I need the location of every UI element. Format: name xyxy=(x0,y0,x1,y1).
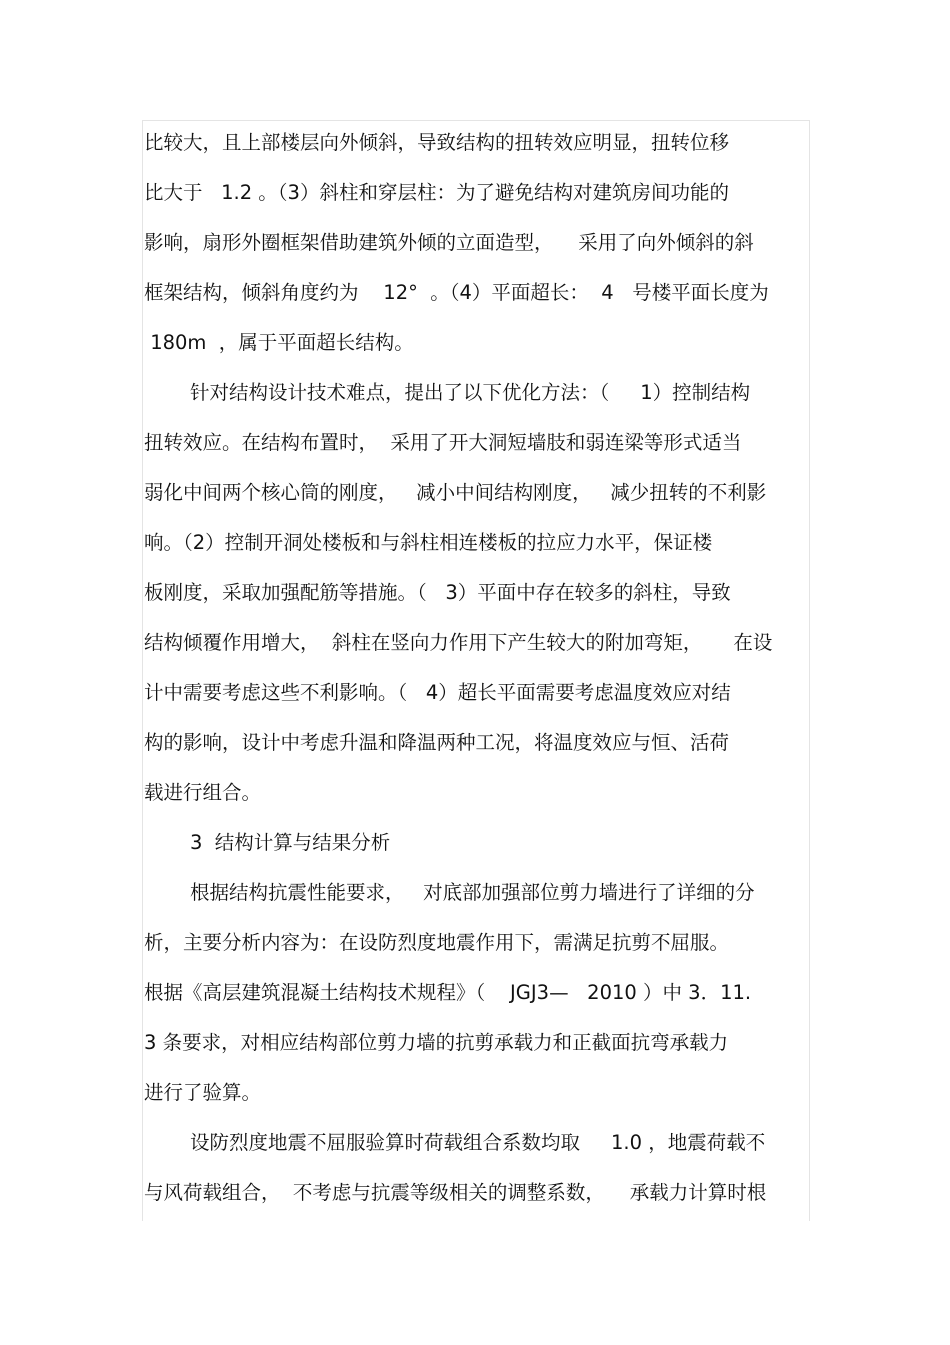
text-line: 180m ，属于平面超长结构。 xyxy=(144,331,414,354)
paragraph-start-line: 针对结构设计技术难点，提出了以下优化方法：（ 1）控制结构 xyxy=(190,381,751,404)
text-line: 计中需要考虑这些不利影响。（ 4）超长平面需要考虑温度效应对结 xyxy=(144,681,731,704)
text-line: 载进行组合。 xyxy=(144,781,262,804)
text-line: 结构倾覆作用增大， 斜柱在竖向力作用下产生较大的附加弯矩， 在设 xyxy=(144,631,773,654)
text-line: 板刚度，采取加强配筋等措施。（ 3）平面中存在较多的斜柱，导致 xyxy=(144,581,731,604)
text-line: 3 条要求，对相应结构部位剪力墙的抗剪承载力和正截面抗弯承载力 xyxy=(144,1031,729,1054)
text-line: 影响，扇形外圈框架借助建筑外倾的立面造型， 采用了向外倾斜的斜 xyxy=(144,231,754,254)
text-line: 响。（2）控制开洞处楼板和与斜柱相连楼板的拉应力水平，保证楼 xyxy=(144,531,713,554)
text-line: 比较大，且上部楼层向外倾斜，导致结构的扭转效应明显，扭转位移 xyxy=(144,131,730,154)
document-body xyxy=(144,123,808,1223)
text-line: 弱化中间两个核心筒的刚度， 减小中间结构刚度， 减少扭转的不利影 xyxy=(144,481,767,504)
paragraph-start-line: 根据结构抗震性能要求， 对底部加强部位剪力墙进行了详细的分 xyxy=(190,881,755,904)
text-line: 比大于 1.2 。（3）斜柱和穿层柱：为了避免结构对建筑房间功能的 xyxy=(144,181,729,204)
text-line: 进行了验算。 xyxy=(144,1081,262,1104)
text-line: 根据《高层建筑混凝土结构技术规程》（ JGJ3— 2010 ）中 3．11. xyxy=(144,981,752,1004)
text-line: 框架结构，倾斜角度约为 12° 。（4）平面超长： 4 号楼平面长度为 xyxy=(144,281,769,304)
paragraph-start-line: 设防烈度地震不屈服验算时荷载组合系数均取 1.0 ，地震荷载不 xyxy=(190,1131,766,1154)
text-line: 与风荷载组合， 不考虑与抗震等级相关的调整系数， 承载力计算时根 xyxy=(144,1181,767,1204)
text-line: 构的影响，设计中考虑升温和降温两种工况，将温度效应与恒、活荷 xyxy=(144,731,730,754)
text-line: 析，主要分析内容为：在设防烈度地震作用下，需满足抗剪不屈服。 xyxy=(144,931,730,954)
text-line: 扭转效应。在结构布置时， 采用了开大洞短墙肢和弱连梁等形式适当 xyxy=(144,431,742,454)
section-heading: 3 结构计算与结果分析 xyxy=(190,831,391,854)
